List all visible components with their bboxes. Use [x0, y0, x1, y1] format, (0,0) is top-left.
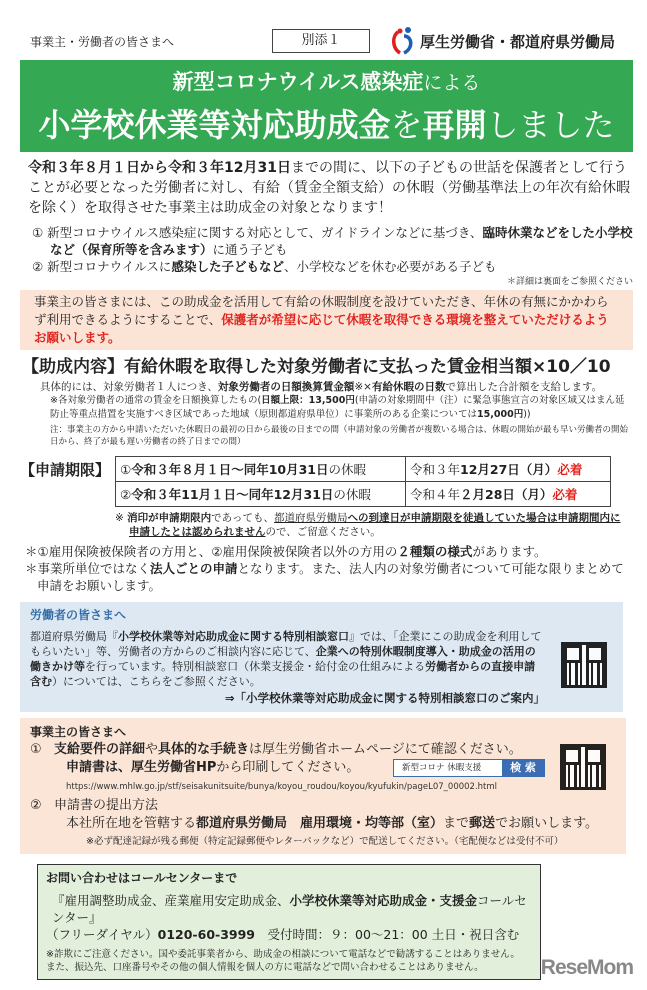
- text-segment: 法人ごとの申請: [150, 561, 238, 576]
- list-item: [25, 543, 633, 560]
- deadline-label: 【申請期限】: [20, 461, 111, 479]
- fraud-warning: ※詐欺にご注意ください。国や委託事業者から、助成金の相談について電話などで勧誘することはありません。 また、振込先、口座番号やその他の個人情報を個人の方に電話などで問い合わせることはありません。: [46, 949, 520, 973]
- consultation-link[interactable]: ⇒「小学校休業等対応助成金に関する特別相談窓口のご案内」: [224, 691, 545, 705]
- text-segment: ＊①雇用保険被保険者の方用と、②雇用保険被保険者以外の方用の: [25, 544, 398, 559]
- text-segment: 有給休暇の日数: [371, 381, 446, 393]
- text-segment: となります。また、法人内の対象労働者について可能な限りまとめて申請をお願いします。: [37, 561, 624, 593]
- subsidy-heading: 【助成内容】有給休暇を取得した対象労働者に支払った賃金相当額×10／10: [22, 357, 611, 377]
- title-resume: 再開: [422, 106, 487, 144]
- qr-code-icon[interactable]: [561, 642, 607, 688]
- text-segment: 郵送: [469, 816, 496, 831]
- workers-section: [20, 602, 623, 712]
- list-item: [32, 224, 633, 258]
- ministry-name: 厚生労働省・都道府県労働局: [420, 32, 616, 51]
- submission-text: [30, 815, 616, 833]
- deadline-date: 12月27日（月）: [460, 462, 558, 477]
- text-segment: に通う子ども: [212, 242, 288, 257]
- workers-heading: 労働者の皆さまへ: [30, 608, 127, 622]
- text-segment: 具体的な手続き: [158, 742, 250, 757]
- text-segment: ２種類の様式: [397, 544, 473, 559]
- mhlw-url[interactable]: https://www.mhlw.go.jp/stf/seisakunitsuite/bunya/koyou_roudou/koyou/kyufukin/pageL07_00002.html: [66, 782, 498, 792]
- text-segment: であっても、: [211, 512, 275, 524]
- item-number: ②: [30, 798, 42, 813]
- text-segment: 申請書は、厚生労働省HP: [66, 760, 217, 775]
- text-segment: 』では、「企業にこの助成金を利用してもらいたい」等、労働者の方からのご相談内容に応じて、: [30, 630, 542, 658]
- contact-heading: お問い合わせはコールセンターまで: [46, 871, 238, 885]
- search-query[interactable]: 新型コロナ 休暇支援: [402, 763, 482, 773]
- era-year: 令和３年: [410, 462, 461, 477]
- call-center-name: [46, 892, 532, 926]
- text-segment: で算出した合計額を支給します。: [445, 381, 603, 393]
- text-segment: を行っています。特別相談窓口（休業支援金・給付金の仕組みによる: [85, 660, 426, 673]
- annex-label: 別添１: [272, 29, 370, 53]
- text-segment: ）については、こちらをご参照ください。: [52, 675, 261, 688]
- title-ending: しました: [486, 106, 615, 144]
- text-segment: (申請の対象期間中（注）に緊急事態宣言の対象区域又はまん延防止等重点措置を実施すべき区域であった地域（原則都道府県単位）に事業所のある企業については: [50, 395, 625, 420]
- text-segment: （フリーダイヤル）: [46, 927, 158, 942]
- subsidy-period-note: 注：事業主の方から申請いただいた休暇日の最初の日から最後の日までの間（申請対象の労働者が複数いる場合は、休暇の開始が最も早い労働者の開始日から、終了が最も遅い労働者の終了日までの間）: [50, 425, 629, 447]
- text-segment: 小学校休業等対応助成金に関する特別相談窓口: [118, 630, 349, 643]
- search-button[interactable]: 検 索: [502, 760, 544, 776]
- period: 令和３年11月１日～同年12月31日: [131, 487, 334, 502]
- period-cell: [116, 482, 406, 507]
- subsidy-cap-note: [40, 394, 633, 422]
- text-segment: 都道府県労働局: [274, 512, 348, 524]
- period-suffix: の休暇: [328, 462, 367, 477]
- text-segment: 消印が申請期限内: [127, 512, 212, 524]
- list-item: [25, 560, 633, 594]
- requirements-text: [54, 742, 522, 757]
- title-subsidy-name: 小学校休業等対応助成金: [38, 106, 391, 144]
- text-segment: 受付時間：９：00～21：00 土日・祝日含む: [255, 927, 520, 942]
- period-cell: [116, 457, 406, 482]
- text-segment: 15,000円: [477, 409, 524, 420]
- deadline-date: ２月28日（月）: [460, 487, 553, 502]
- text-segment: 都道府県労働局『: [30, 630, 118, 643]
- era-year: 令和４年: [410, 487, 461, 502]
- text-segment: 都道府県労働局 雇用環境・均等部（室）: [196, 816, 444, 831]
- text-segment: 日額上限：13,500円: [261, 395, 355, 406]
- row-number: ②: [120, 487, 132, 502]
- text-segment: 令和３年８月１日から令和３年12月31日: [28, 160, 291, 176]
- search-box[interactable]: [393, 759, 545, 777]
- header-row: [20, 26, 633, 56]
- title-line1-rest: による: [423, 72, 481, 94]
- text-segment: ＊事業所単位ではなく: [25, 561, 151, 576]
- text-segment: から印刷してください。: [216, 760, 360, 775]
- text-segment: 小学校休業等対応助成金・支援金: [289, 893, 478, 908]
- text-segment: 企業への特別休暇制度導入・助成金の活用の働きかけ等: [30, 645, 536, 673]
- text-segment: 保護者が希望に応じて休暇を取得できる環境を整えていただけるようお願いします。: [34, 312, 609, 345]
- text-segment: 感染した子どもなど: [171, 259, 284, 274]
- table-row: [116, 482, 611, 507]
- ministry-logo-icon: [390, 26, 416, 56]
- text-segment: 労働者からの直接申請含む: [30, 660, 536, 688]
- text-segment: 臨時休業などをした小学校など（保育所等を含みます）: [50, 225, 633, 257]
- text-segment: ① 新型コロナウイルス感染症に関する対応として、ガイドラインなどに基づき、: [32, 225, 483, 240]
- text-segment: 具体的には、対象労働者１人につき、: [40, 381, 218, 393]
- deadline-table: [115, 456, 611, 507]
- text-segment: ② 新型コロナウイルスに: [32, 259, 172, 274]
- subsidy-calc: [40, 380, 633, 394]
- must-arrive: 必着: [552, 487, 578, 502]
- text-segment: ※各対象労働者の通常の賃金を日額換算したもの(: [50, 395, 262, 406]
- period-suffix: の休暇: [333, 487, 371, 502]
- contact-box: [37, 864, 541, 980]
- print-form-row: [30, 759, 545, 777]
- detail-note: ＊詳細は裏面をご参照ください: [506, 277, 633, 287]
- mail-note: ※必ず配達記録が残る郵便（特定記録郵便やレターパックなど）で配送してください。（宅配便などは受付不可）: [86, 836, 564, 847]
- text-segment: 『雇用調整助成金、産業雇用安定助成金、: [52, 893, 290, 908]
- audience-label: 事業主・労働者の皆さまへ: [30, 34, 175, 49]
- row-number: ①: [120, 462, 132, 477]
- title-particle: を: [390, 106, 423, 144]
- item-number: ①: [30, 742, 42, 757]
- deadline-note: [115, 511, 630, 539]
- text-segment: コールセンター』: [52, 893, 527, 925]
- text-segment: ので、ご留意ください。: [265, 526, 381, 538]
- employers-heading: 事業主の皆さまへ: [30, 725, 127, 739]
- watermark-logo: ReseMom: [540, 956, 633, 979]
- text-segment: 本社所在地を管轄する: [66, 816, 197, 831]
- text-segment: は厚生労働省ホームページにて確認ください。: [249, 742, 522, 757]
- print-form-text: [66, 759, 359, 777]
- text-segment: や: [145, 742, 159, 757]
- call-center-phone: [46, 926, 532, 943]
- employer-request-box: [20, 290, 633, 350]
- text-segment: 0120-60-3999: [157, 927, 255, 942]
- text-segment: まで: [443, 816, 470, 831]
- text-segment: ※×: [354, 381, 372, 393]
- workers-body: [30, 629, 545, 689]
- qr-code-icon[interactable]: [560, 744, 606, 790]
- text-segment: があります。: [472, 544, 547, 559]
- text-segment: 、小学校などを休む必要がある子ども: [283, 259, 497, 274]
- title-line1-bold: 新型コロナウイルス感染症: [172, 70, 424, 94]
- text-segment: 事業主の皆さまには、この助成金を活用して有給の休暇制度を設けていただき、年休の有無にかかわらず利用できるようにすることで、: [34, 294, 609, 327]
- deadline-cell: [406, 457, 611, 482]
- intro-text: [20, 158, 633, 218]
- must-arrive: 必着: [557, 462, 583, 477]
- text-segment: 支給要件の詳細: [54, 742, 146, 757]
- eligible-children-list: [20, 224, 633, 275]
- list-item: [32, 258, 633, 275]
- period: 令和３年８月１日～同年10月31日: [131, 462, 329, 477]
- text-segment: )): [523, 409, 531, 420]
- text-segment: への到達日が申請期限を徒過していた場合は申請期間内に申請したとは認められません: [129, 512, 621, 538]
- text-segment: までの間に、以下の子どもの世話を保護者として行うことが必要となった労働者に対し、有給（賃金全額支給）の休暇（労働基準法上の年次有給休暇を除く）を取得させた事業主は助成金の対象となります！: [28, 160, 630, 216]
- text-segment: ※: [115, 512, 128, 524]
- subsidy-details: [20, 380, 633, 448]
- title-banner: [20, 60, 633, 152]
- employers-section: [20, 718, 626, 854]
- submission-heading: 申請書の提出方法: [54, 798, 159, 813]
- deadline-row: [20, 456, 633, 507]
- application-notes: [20, 543, 633, 594]
- table-row: [116, 457, 611, 482]
- deadline-cell: [406, 482, 611, 507]
- bottom-row: [20, 864, 633, 980]
- text-segment: でお願いします。: [495, 816, 599, 831]
- text-segment: 対象労働者の日額換算賃金額: [217, 381, 355, 393]
